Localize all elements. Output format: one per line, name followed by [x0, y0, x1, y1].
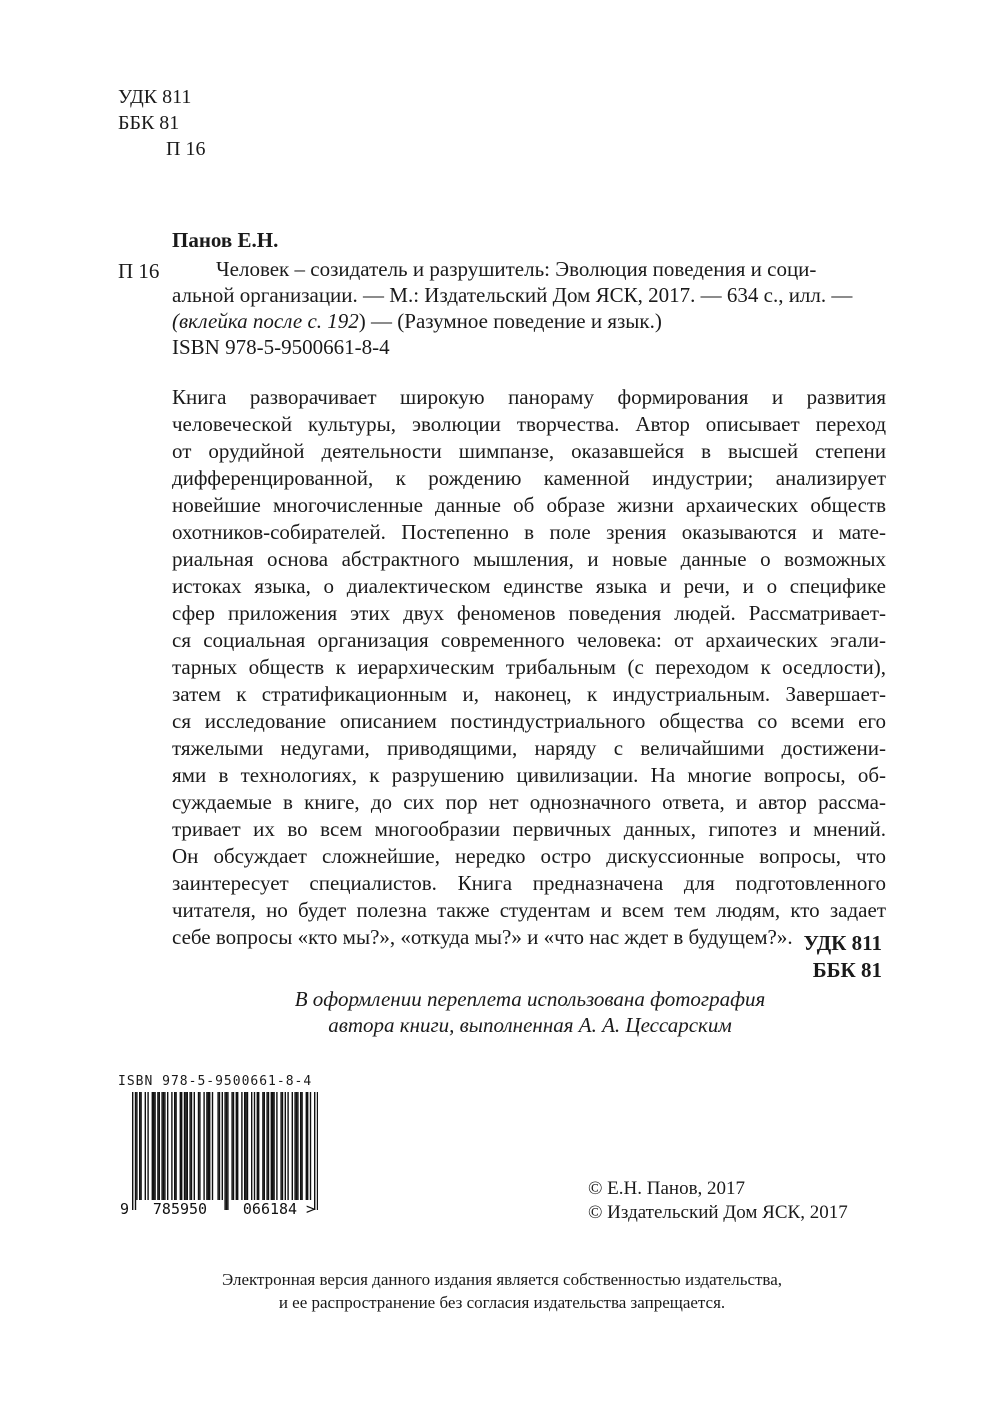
barcode-bar [203, 1092, 204, 1200]
barcode-bar [257, 1092, 258, 1200]
isbn-line: ISBN 978-5-9500661-8-4 [172, 335, 390, 359]
biblio-series: ) — (Разумное поведение и язык.) [358, 309, 662, 333]
annotation-line: ями в технологиях, к разрушению цивилизации. На многие вопросы, об- [172, 763, 886, 787]
barcode-bar [273, 1092, 274, 1200]
barcode-bar [296, 1092, 297, 1200]
bbk-code: ББК 81 [118, 112, 180, 134]
barcode-bar [163, 1092, 164, 1200]
barcode-bar [184, 1092, 185, 1200]
barcode-bar [300, 1092, 301, 1200]
annotation-line: суждаемые в книге, до сих пор нет однозначного ответа, и автор рассма- [172, 790, 886, 814]
barcode-bar [227, 1092, 228, 1210]
barcode-digits: 066184 [242, 1200, 298, 1218]
barcode-bar [208, 1092, 209, 1200]
annotation-line: человеческой культуры, эволюции творчества. Автор описывает переход [172, 412, 886, 436]
barcode-bar [276, 1092, 277, 1200]
barcode-bar [219, 1092, 220, 1200]
barcode-bar [174, 1092, 175, 1200]
barcode-bar [167, 1092, 168, 1200]
barcode-bar [297, 1092, 298, 1200]
barcode-bar [198, 1092, 199, 1200]
annotation-line: от орудийной деятельности шимпанзе, оказавшейся в высшей степени [172, 439, 886, 463]
biblio-insert-note: (вклейка после с. 192 [172, 309, 359, 333]
barcode-bar [231, 1092, 232, 1200]
barcode-bar [237, 1092, 238, 1200]
barcode-bar [206, 1092, 207, 1200]
footer-line-1: Электронная версия данного издания является собственностью издательства, [221, 1270, 783, 1289]
annotation-line: истоках языка, о диалектическом единстве языка и речи, и о специфике [172, 574, 886, 598]
barcode-bar [247, 1092, 248, 1200]
annotation-line: сфер приложения этих двух феноменов поведения людей. Рассматривает- [172, 601, 886, 625]
barcode-bar [132, 1092, 133, 1210]
barcode-bar [145, 1092, 146, 1200]
barcode-bar [268, 1092, 269, 1200]
barcode-bar [194, 1092, 195, 1200]
barcode-bar [147, 1092, 148, 1200]
barcode-bar [294, 1092, 295, 1200]
author-mark-code: П 16 [166, 138, 206, 160]
barcode-bar [189, 1092, 190, 1200]
bbk-code-bold: ББК 81 [812, 958, 882, 982]
barcode-bar [180, 1092, 181, 1200]
barcode-bar [314, 1092, 315, 1210]
barcode-bar [271, 1092, 272, 1200]
barcode-bar [135, 1092, 136, 1210]
barcode-bar [262, 1092, 263, 1200]
barcode-bar [191, 1092, 192, 1200]
barcode-bar [310, 1092, 311, 1200]
udk-code-bold: УДК 811 [803, 931, 882, 955]
barcode-bar [280, 1092, 281, 1200]
barcode-bar [282, 1092, 283, 1200]
annotation-line: ся исследование описанием постиндустриального общества со всеми его [172, 709, 886, 733]
barcode-bar [292, 1092, 293, 1200]
barcode-digits: > [306, 1200, 316, 1218]
annotation-text [172, 384, 886, 951]
annotation-line: охотников-собирателей. Постепенно в поле зрения оказываются и мате- [172, 520, 886, 544]
barcode-bar [224, 1092, 225, 1210]
biblio-line-3 [172, 308, 662, 335]
barcode-bar [154, 1092, 155, 1200]
barcode-bar [254, 1092, 255, 1200]
barcode-bar [317, 1092, 318, 1210]
copyright-publisher: © Издательский Дом ЯСК, 2017 [588, 1202, 848, 1223]
barcode-bar [222, 1092, 223, 1200]
barcode-bar [187, 1092, 188, 1200]
barcode-bar [266, 1092, 267, 1200]
annotation-line: заинтересует специалистов. Книга предназначена для подготовленного [172, 871, 886, 895]
barcode-bar [226, 1092, 227, 1210]
barcode-bar [136, 1092, 137, 1200]
barcode-digits: 785950 [152, 1200, 208, 1218]
barcode-bar [181, 1092, 182, 1200]
barcode-digits: 9 [120, 1200, 130, 1218]
barcode-bar [307, 1092, 308, 1200]
cover-note-line-1: В оформлении переплета использована фотография [294, 987, 766, 1011]
cover-note-line-2: автора книги, выполненная А. А. Цессарским [328, 1013, 732, 1037]
barcode-bar [264, 1092, 265, 1200]
annotation-line: ся социальная организация современного человека: от архаических эгали- [172, 628, 886, 652]
annotation-line: тарных обществ к иерархическим трибальным (с переходом к оседлости), [172, 655, 886, 679]
barcode-bar [139, 1092, 140, 1200]
barcode-bar [209, 1092, 210, 1200]
barcode-isbn-label: ISBN 978-5-9500661-8-4 [118, 1074, 313, 1089]
barcode-bar [161, 1092, 162, 1200]
annotation-line: Он обсуждает сложнейшие, нередко остро дискуссионные вопросы, что [172, 844, 886, 868]
barcode [118, 1090, 318, 1220]
annotation-line: дифференцированной, к рождению каменной индустрии; анализирует [172, 466, 886, 490]
barcode-bar [159, 1092, 160, 1200]
annotation-line: тяжелыми недугами, приводящими, наряду с величайшими достижени- [172, 736, 886, 760]
barcode-bar [212, 1092, 213, 1200]
barcode-bar [199, 1092, 200, 1200]
barcode-bar [233, 1092, 234, 1200]
biblio-line-1: Человек – созидатель и разрушитель: Эволюция поведения и соци- [216, 257, 817, 281]
author-mark-inline: П 16 [118, 259, 160, 283]
barcode-bar [272, 1092, 273, 1200]
annotation-line: Книга разворачивает широкую панораму формирования и развития [172, 385, 886, 409]
udk-code: УДК 811 [118, 86, 192, 108]
barcode-bar [175, 1092, 176, 1200]
annotation-line: риальная основа абстрактного мышления, и новые данные о возможных [172, 547, 886, 571]
barcode-bar [258, 1092, 259, 1200]
biblio-line-2: альной организации. — М.: Издательский Дом ЯСК, 2017. — 634 с., илл. — [172, 283, 853, 307]
barcode-bar [287, 1092, 288, 1200]
barcode-bar [241, 1092, 242, 1200]
annotation-line: новейшие многочисленные данные об образе жизни архаических обществ [172, 493, 886, 517]
barcode-bar [140, 1092, 141, 1200]
author-name: Панов Е.Н. [172, 228, 279, 252]
barcode-bar [217, 1092, 218, 1200]
footer-line-2: и ее распространение без согласия издательства запрещается. [278, 1293, 726, 1312]
barcode-bar [244, 1092, 245, 1200]
barcode-bar [185, 1092, 186, 1200]
barcode-bar [306, 1092, 307, 1200]
annotation-line: себе вопросы «кто мы?», «откуда мы?» и «что нас ждет в будущем?». [172, 925, 793, 949]
barcode-bar [164, 1092, 165, 1200]
barcode-bar [236, 1092, 237, 1200]
barcode-bar [157, 1092, 158, 1200]
barcode-bar [152, 1092, 153, 1200]
barcode-bar [301, 1092, 302, 1200]
annotation-line: тривает их во всем многообразии первичных данных, гипотез и мнений. [172, 817, 886, 841]
barcode-bar [245, 1092, 246, 1200]
barcode-bar [251, 1092, 252, 1200]
copyright-author: © Е.Н. Панов, 2017 [588, 1178, 746, 1199]
barcode-bar [153, 1092, 154, 1200]
barcode-bar [285, 1092, 286, 1200]
annotation-line: затем к стратификационным и, наконец, к индустриальным. Завершает- [172, 682, 886, 706]
annotation-line: читателя, но будет полезна также студентам и всем тем людям, кто задает [172, 898, 886, 922]
barcode-bar [171, 1092, 172, 1200]
